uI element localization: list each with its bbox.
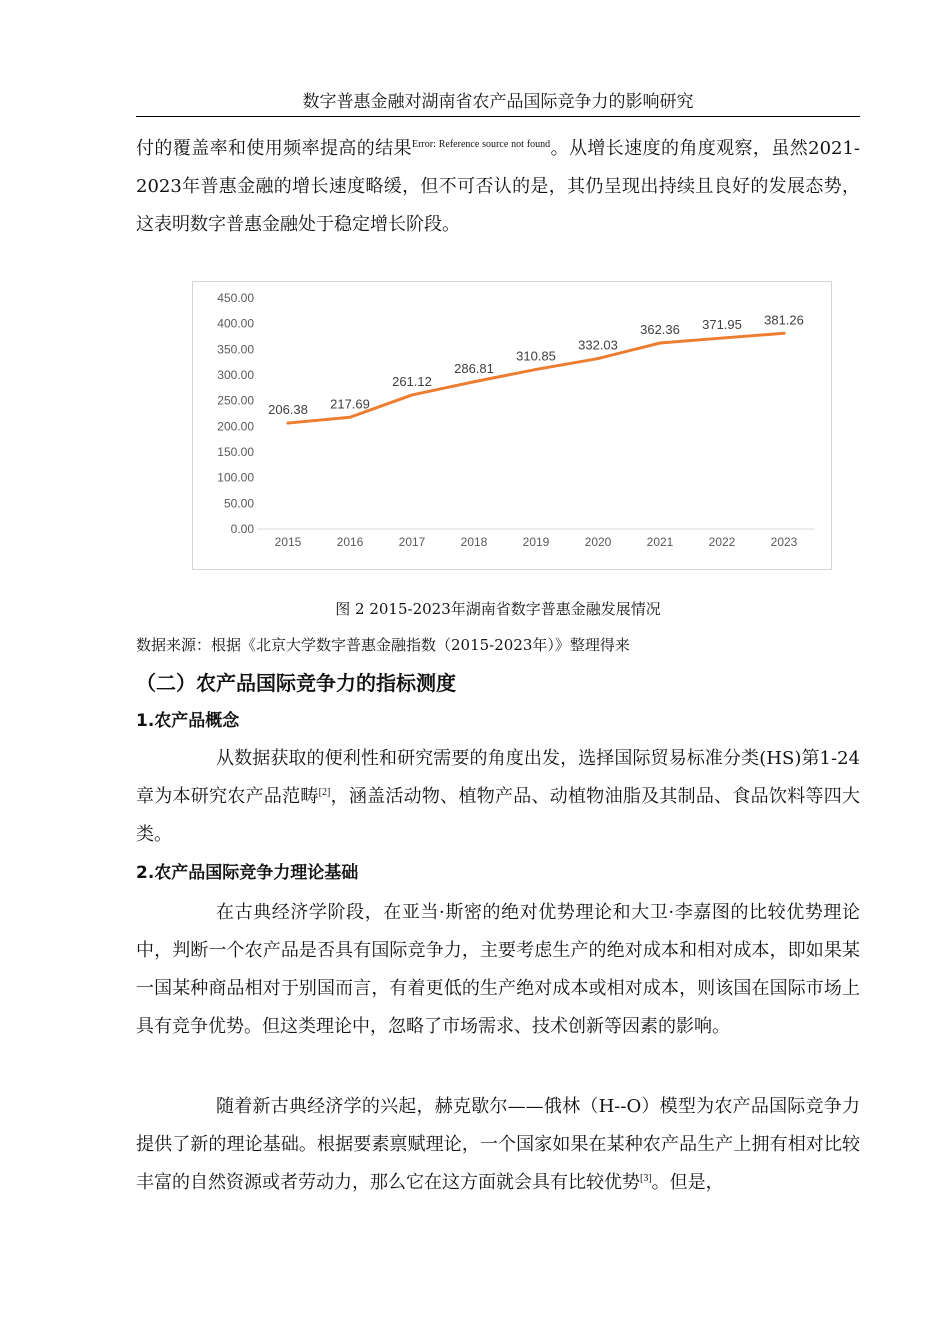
reference-2: [2] [318, 787, 331, 798]
section-heading: （二）农产品国际竞争力的指标测度 [136, 671, 456, 695]
x-tick-label: 2021 [646, 535, 674, 549]
data-label: 310.85 [516, 348, 556, 364]
y-tick-label: 200.00 [217, 419, 254, 434]
data-point [411, 393, 414, 396]
x-tick-label: 2018 [460, 535, 488, 549]
x-tick-label: 2019 [522, 535, 550, 549]
data-point [659, 341, 662, 344]
data-point [349, 416, 352, 419]
data-point [783, 332, 786, 335]
y-tick-label: 0.00 [230, 522, 254, 536]
subsection-2-paragraph-1: 在古典经济学阶段，在亚当·斯密的绝对优势理论和大卫·李嘉图的比较优势理论中，判断一个农产品是否具有国际竞争力，主要考虑生产的绝对成本和相对成本，即如果某一国某种商品相对于别国而言，有着更低的生产绝对成本或相对成本，则该国在国际市场上具有竞争优势。但这类理论中，忽略了市场需求、技术创新等因素的影响。 [136, 902, 860, 1037]
intro-text-a: 付的覆盖率和使用频率提高的结果 [136, 138, 412, 159]
data-label: 332.03 [578, 337, 618, 353]
intro-paragraph [136, 130, 860, 244]
x-tick-label: 2022 [708, 535, 736, 549]
data-point [721, 337, 724, 340]
running-header: 数字普惠金融对湖南省农产品国际竞争力的影响研究 [136, 90, 860, 117]
data-source-note: 数据来源：根据《北京大学数字普惠金融指数（2015-2023年）》整理得来 [136, 636, 630, 654]
subsection-heading-1: 1.农产品概念 [136, 711, 240, 731]
data-point [535, 368, 538, 371]
data-label: 217.69 [330, 396, 370, 412]
data-label: 206.38 [268, 402, 308, 418]
y-tick-label: 250.00 [217, 393, 254, 408]
data-label: 286.81 [454, 360, 494, 376]
sub1-text-b: ，涵盖活动物、植物产品、动植物油脂及其制品、食品饮料等四大类。 [136, 786, 861, 845]
x-tick-label: 2016 [336, 535, 364, 549]
y-tick-label: 400.00 [217, 316, 254, 331]
data-label: 261.12 [392, 373, 432, 389]
y-tick-label: 150.00 [217, 445, 254, 459]
data-label: 381.26 [764, 312, 804, 328]
line-chart [192, 281, 832, 570]
subsection-1-paragraph [136, 740, 860, 854]
x-tick-label: 2017 [398, 535, 426, 549]
intro-text-b: 。从增长速度的角度观察，虽然2021-2023年普惠金融的增长速度略缓，但不可否认的是，其仍呈现出持续且良好的发展态势，这表明数字普惠金融处于稳定增长阶段。 [136, 138, 861, 235]
subsection-2-paragraph-2 [136, 1088, 860, 1202]
x-tick-label: 2023 [770, 535, 798, 549]
y-tick-label: 350.00 [217, 342, 254, 357]
subsection-heading-2: 2.农产品国际竞争力理论基础 [136, 863, 359, 883]
sub2-text-a: 随着新古典经济学的兴起，赫克歇尔——俄林（H--O）模型为农产品国际竞争力提供了新的理论基础。根据要素禀赋理论，一个国家如果在某种农产品生产上拥有相对比较丰富的自然资源或者劳动力，那么它在这方面就会具有比较优势 [136, 1096, 860, 1193]
data-point [473, 380, 476, 383]
figure-caption: 图 2 2015-2023年湖南省数字普惠金融发展情况 [335, 600, 661, 618]
data-label: 362.36 [640, 321, 680, 337]
reference-error: Error: Reference source not found [411, 139, 551, 150]
data-label: 371.95 [702, 317, 742, 333]
data-point [287, 422, 290, 425]
y-tick-label: 450.00 [217, 291, 254, 305]
y-tick-label: 100.00 [217, 470, 254, 485]
y-tick-label: 300.00 [217, 368, 254, 382]
data-point [597, 357, 600, 360]
chart-svg [193, 282, 831, 569]
reference-3: [3] [640, 1173, 652, 1184]
sub2-text-b: 。但是， [651, 1172, 724, 1193]
x-tick-label: 2020 [584, 535, 612, 549]
y-tick-label: 50.00 [223, 496, 254, 511]
x-tick-label: 2015 [274, 535, 302, 549]
sub1-text-a: 从数据获取的便利性和研究需要的角度出发，选择国际贸易标准分类(HS)第1-24章为本研究农产品范畴 [136, 748, 860, 807]
